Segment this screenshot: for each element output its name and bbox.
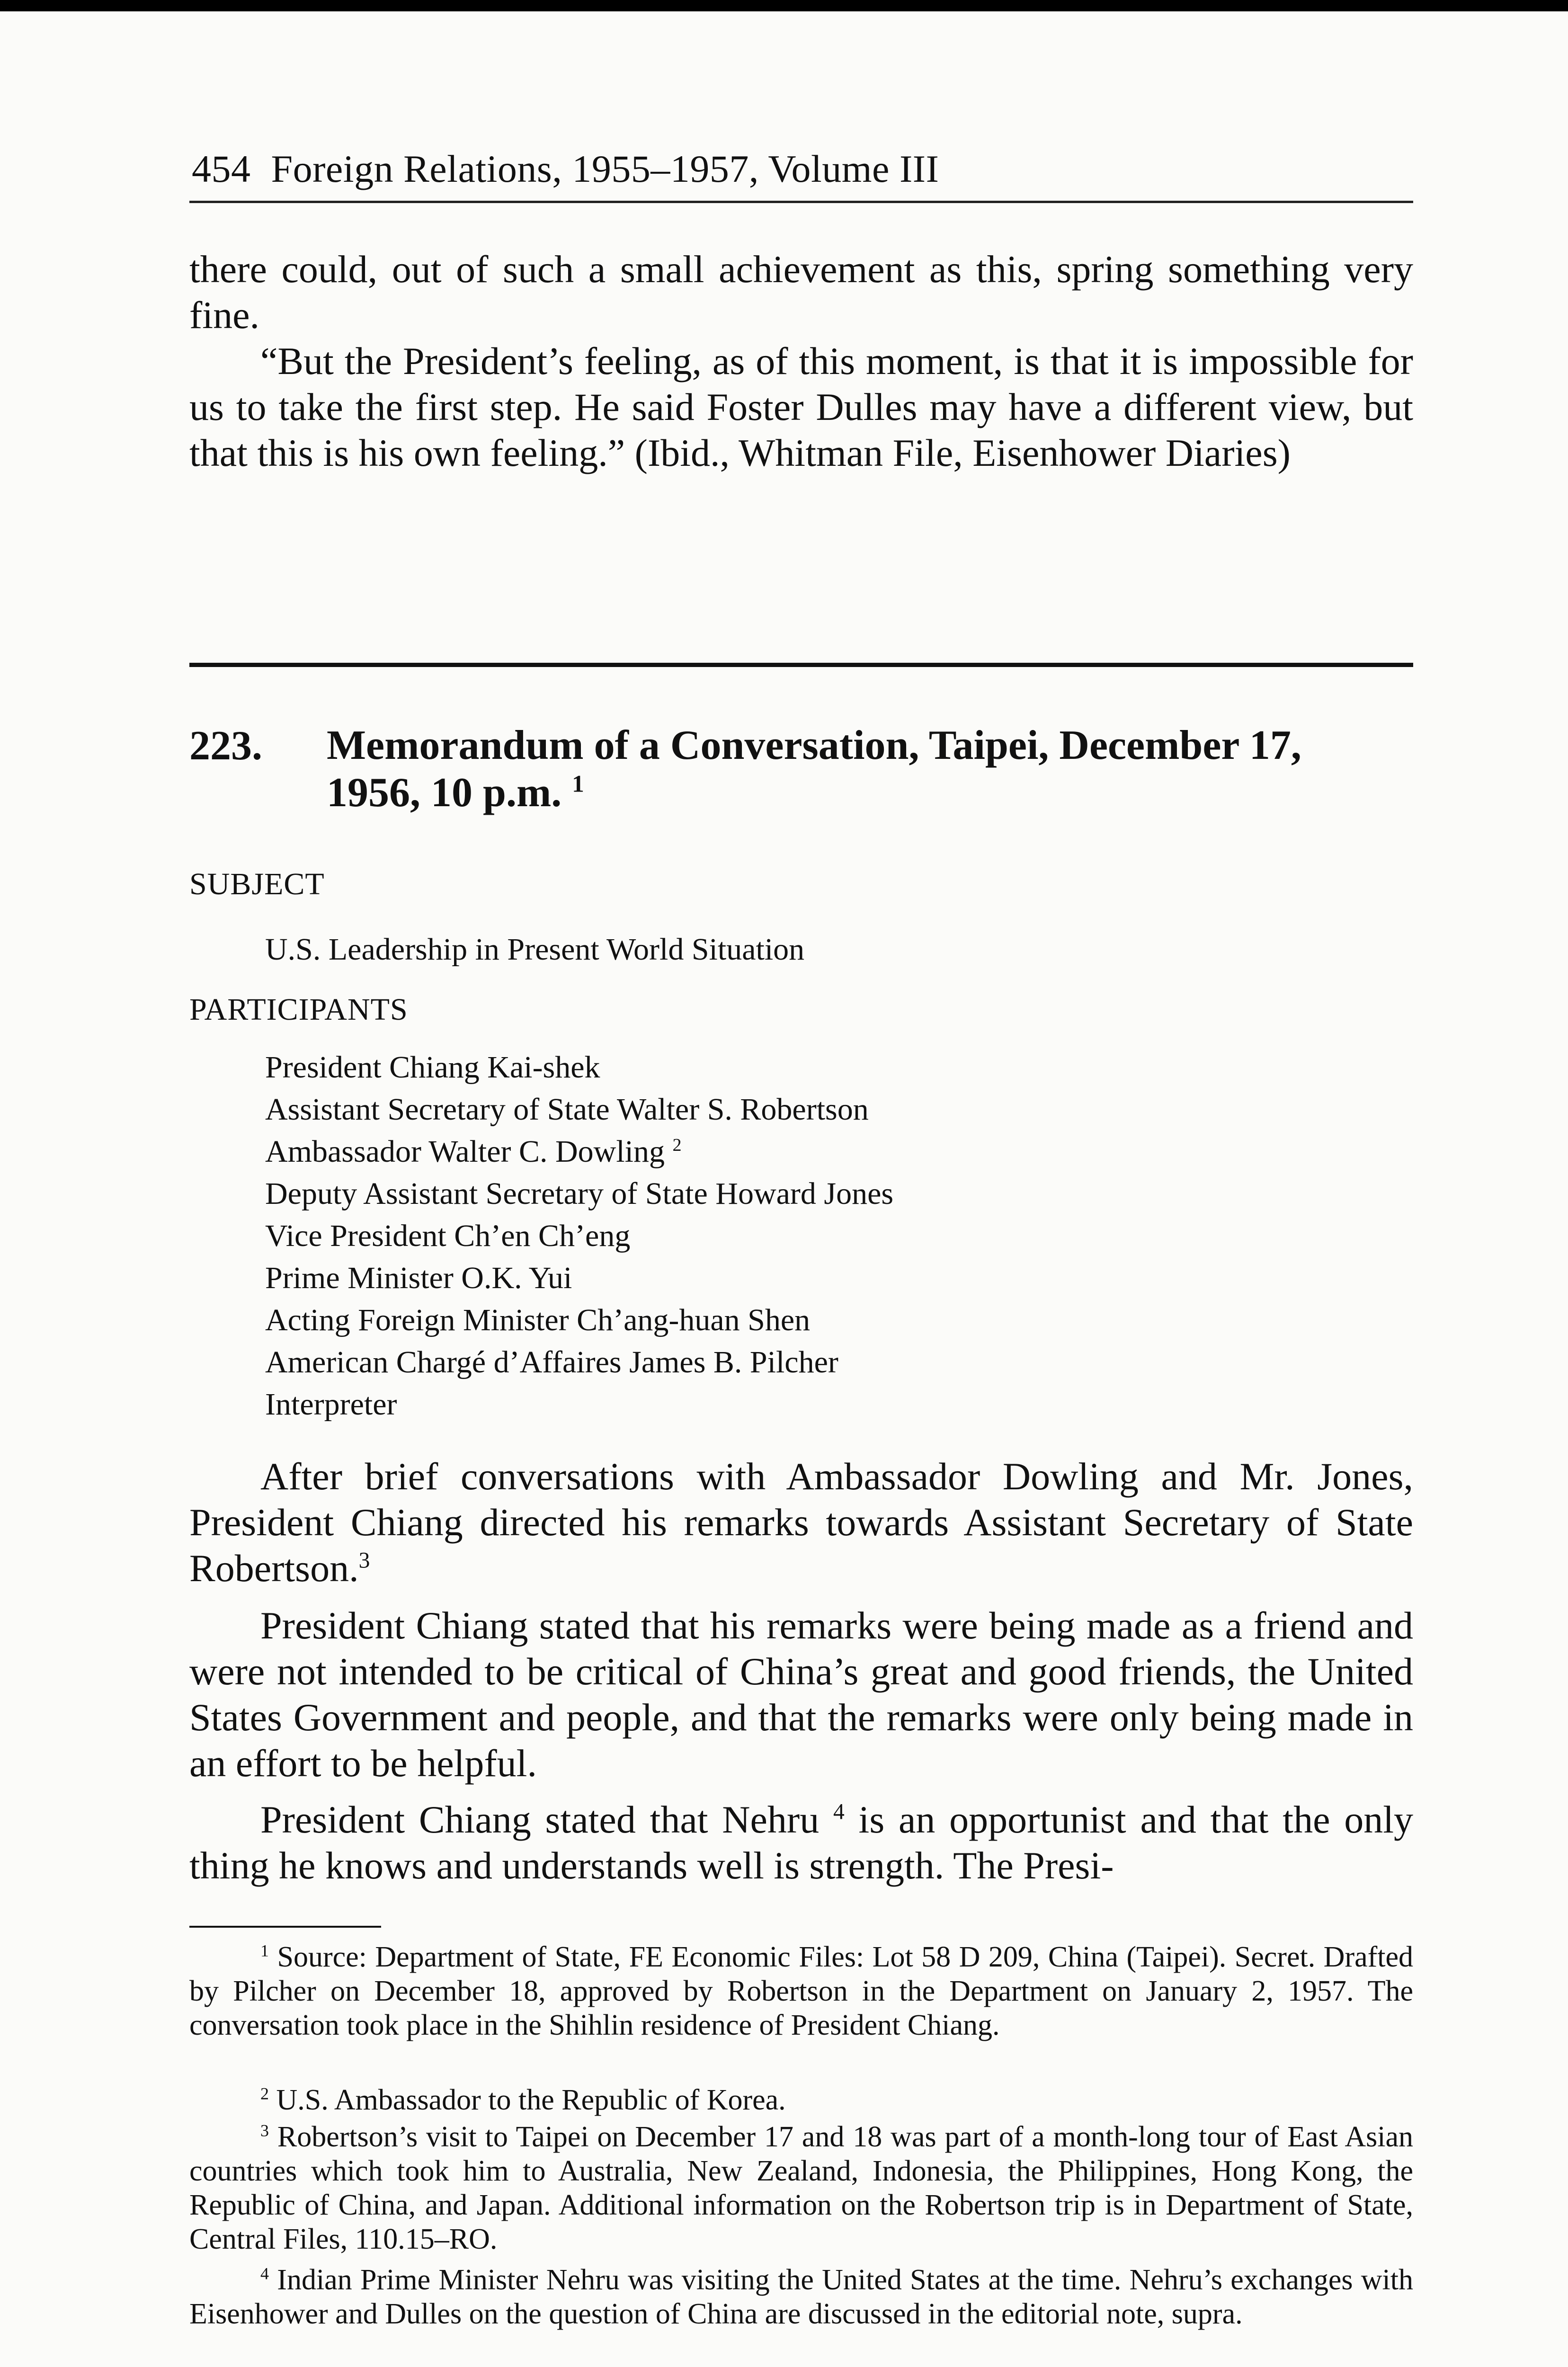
body-paragraph-3-lead: President Chiang stated that Nehru <box>260 1798 820 1841</box>
participant-item <box>265 1130 893 1173</box>
scan-top-edge <box>0 0 1568 11</box>
section-divider <box>189 663 1413 667</box>
page-number: 454 <box>192 147 251 190</box>
footnote-4 <box>189 2263 1413 2331</box>
footnote-1 <box>189 1940 1413 2042</box>
participant-item: Prime Minister O.K. Yui <box>265 1261 572 1295</box>
footnote-text: U.S. Ambassador to the Republic of Korea. <box>276 2084 786 2116</box>
participant-item: Acting Foreign Minister Ch’ang-huan Shen <box>265 1303 811 1337</box>
body-paragraph-1-text: After brief conversations with Ambassador Dowling and Mr. Jones, President Chiang directed his remarks towards Assistant Secretary of State Robertson. <box>189 1455 1413 1590</box>
participants-list <box>265 1046 893 1425</box>
document-title <box>327 722 1368 817</box>
footnote-mark: 1 <box>260 1941 269 1960</box>
participant-item: President Chiang Kai-shek <box>265 1050 600 1085</box>
participant-item: Deputy Assistant Secretary of State Howard Jones <box>265 1176 894 1211</box>
footnote-text: Source: Department of State, FE Economic Files: Lot 58 D 209, China (Taipei). Secret. Drafted by Pilcher on December 18, approved by Robertson in the Department on January 2, 1957. The conversation took place in the Shihlin residence of President Chiang. <box>189 1941 1414 2041</box>
subject-text: U.S. Leadership in Present World Situation <box>265 932 805 967</box>
participant-item: Interpreter <box>265 1387 397 1422</box>
subject-label: SUBJECT <box>189 867 325 901</box>
footnote-ref-3[interactable]: 3 <box>358 1548 370 1573</box>
footnote-ref-1[interactable]: 1 <box>572 771 584 798</box>
footnote-ref-2[interactable]: 2 <box>672 1135 682 1155</box>
footnote-3 <box>189 2120 1413 2256</box>
body-paragraph-3-rest: is an opportunist and that the only thing he knows and understands well is strength. The Presi- <box>189 1798 1414 1887</box>
footnote-2 <box>189 2083 1413 2117</box>
body-paragraph-3 <box>189 1797 1413 1888</box>
body-paragraph-1 <box>189 1453 1413 1591</box>
header-line <box>192 147 939 191</box>
participant-item: American Chargé d’Affaires James B. Pilcher <box>265 1345 838 1379</box>
footnote-mark: 2 <box>260 2084 269 2103</box>
body-paragraph-2: President Chiang stated that his remarks were being made as a friend and were not intended to be critical of China’s great and good friends, the United States Government and people, and that the remarks were only being made in an effort to be helpful. <box>189 1604 1413 1785</box>
footnote-mark: 4 <box>260 2264 269 2283</box>
footnote-ref-4[interactable]: 4 <box>833 1799 845 1824</box>
participant-item: Assistant Secretary of State Walter S. Robertson <box>265 1092 869 1127</box>
footnote-text: Robertson’s visit to Taipei on December 17 and 18 was part of a month-long tour of East Asian countries which took him to Australia, New Zealand, Indonesia, the Philippines, Hong Kong, the Republic of China, and Japan. Additional information on the Robertson trip is in Department of State, Central Files, 110.15–RO. <box>189 2121 1414 2255</box>
footnote-mark: 3 <box>260 2121 269 2140</box>
continuation-paragraph-2: “But the President’s feeling, as of this moment, is that it is impossible for us to take the first step. He said Foster Dulles may have a different view, but that this is his own feeling.” (Ibid., Whitman File, Eisenhower Diaries) <box>189 339 1413 474</box>
participant-name: Ambassador Walter C. Dowling <box>265 1134 665 1169</box>
footnote-text: Indian Prime Minister Nehru was visiting the United States at the time. Nehru’s exchanges with Eisenhower and Dulles on the question of China are discussed in the editorial note, supra. <box>189 2264 1414 2330</box>
document-title-text: Memorandum of a Conversation, Taipei, December 17, 1956, 10 p.m. <box>327 722 1301 816</box>
footnote-rule <box>189 1926 381 1928</box>
participants-label: PARTICIPANTS <box>189 992 408 1027</box>
participant-item: Vice President Ch’en Ch’eng <box>265 1219 631 1253</box>
continuation-paragraph-1: there could, out of such a small achievement as this, spring something very fine. <box>189 248 1413 337</box>
document-number: 223. <box>189 723 262 769</box>
running-title: Foreign Relations, 1955–1957, Volume III <box>271 147 939 190</box>
running-header <box>189 142 1413 203</box>
